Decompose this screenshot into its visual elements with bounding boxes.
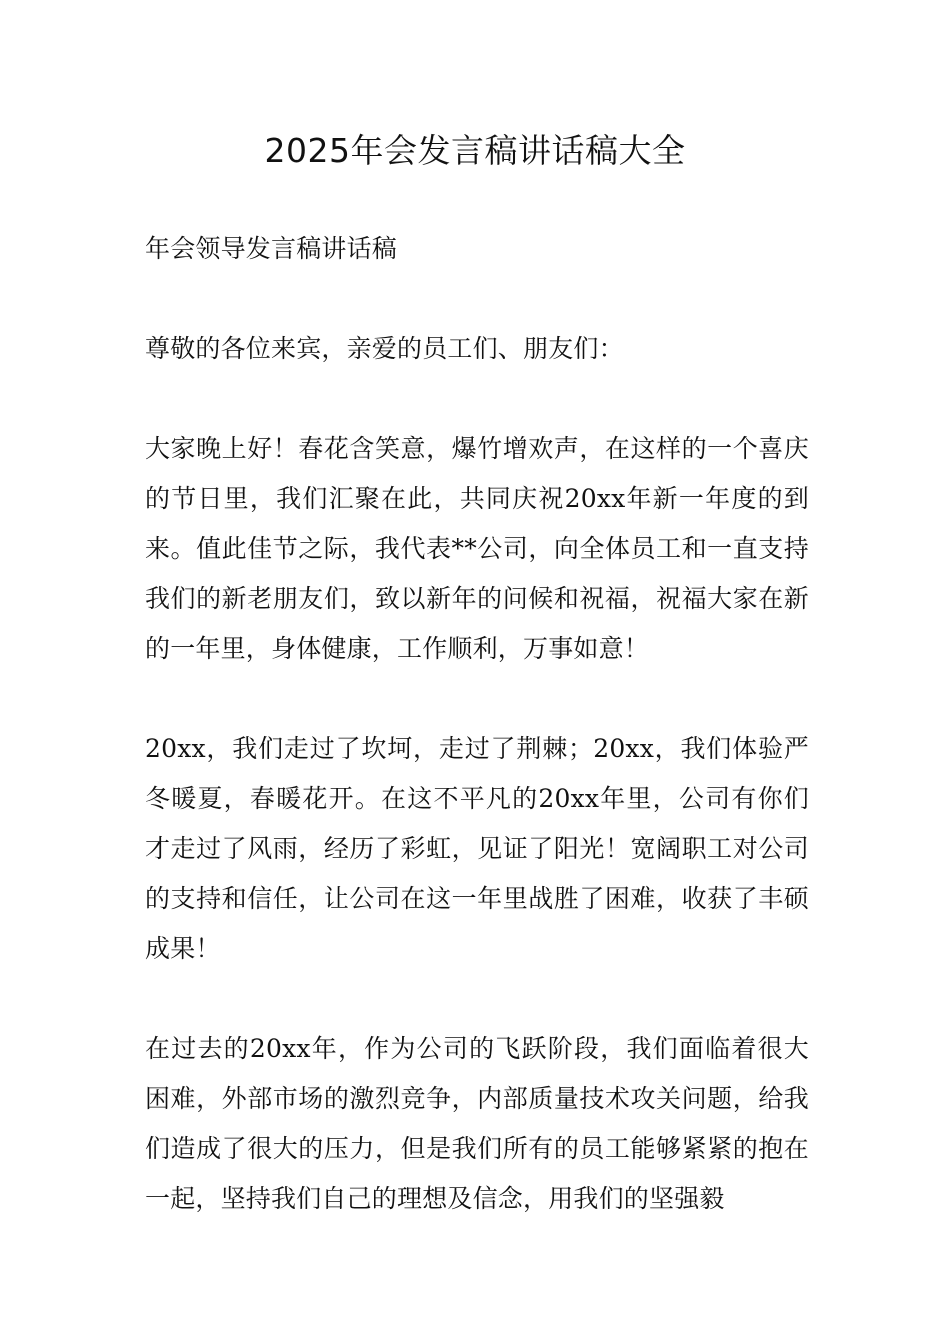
- paragraph-challenges: 在过去的20xx年，作为公司的飞跃阶段，我们面临着很大困难，外部市场的激烈竞争，内部质量技术攻关问题，给我们造成了很大的压力，但是我们所有的员工能够紧紧的抱在一起，坚持我们自己的理想及信念，用我们的坚强毅: [145, 1034, 809, 1213]
- paragraph-salutation: 尊敬的各位来宾，亲爱的员工们、朋友们：: [145, 334, 624, 363]
- document-title: 2025年会发言稿讲话稿大全: [264, 131, 686, 170]
- paragraph-review: 20xx，我们走过了坎坷，走过了荆棘；20xx，我们体验严冬暖夏，春暖花开。在这不平凡的20xx年里，公司有你们才走过了风雨，经历了彩虹，见证了阳光！宽阔职工对公司的支持和信任，让公司在这一年里战胜了困难，收获了丰硕成果！: [145, 734, 809, 963]
- paragraph-greeting: 大家晚上好！春花含笑意，爆竹增欢声，在这样的一个喜庆的节日里，我们汇聚在此，共同庆祝20xx年新一年度的到来。值此佳节之际，我代表**公司，向全体员工和一直支持我们的新老朋友们，致以新年的问候和祝福，祝福大家在新的一年里，身体健康，工作顺利，万事如意！: [145, 434, 809, 663]
- document-body: [145, 224, 809, 1224]
- paragraph-subtitle: 年会领导发言稿讲话稿: [145, 234, 398, 263]
